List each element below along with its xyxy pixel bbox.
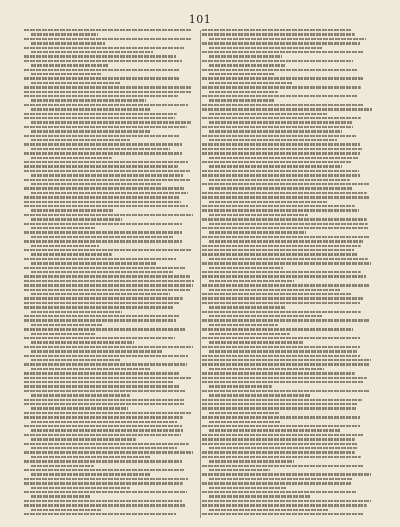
text-line [209, 231, 306, 233]
text-line [31, 51, 153, 53]
text-line [24, 38, 192, 40]
text-line [31, 394, 130, 396]
text-line [202, 443, 358, 445]
text-line [202, 390, 369, 392]
text-line [24, 69, 180, 71]
text-line [209, 447, 357, 449]
text-line [31, 64, 109, 66]
text-line [202, 69, 357, 71]
text-line [24, 249, 191, 251]
text-line [209, 478, 353, 480]
text-line [31, 245, 99, 247]
text-line [24, 482, 183, 484]
text-line [202, 271, 361, 273]
text-line [202, 249, 354, 251]
text-line [24, 302, 179, 304]
text-line [31, 157, 112, 159]
text-line [31, 324, 102, 326]
text-line [202, 60, 353, 62]
text-line [31, 495, 91, 497]
text-line [202, 227, 368, 229]
text-line [209, 157, 358, 159]
text-line [24, 372, 180, 374]
text-line [202, 363, 369, 365]
text-line [209, 469, 270, 471]
text-line [202, 117, 361, 119]
text-line [31, 82, 121, 84]
text-line [202, 407, 356, 409]
text-line [31, 42, 105, 44]
text-line [202, 42, 360, 44]
text-line [31, 465, 94, 467]
text-line [24, 319, 176, 321]
text-line [202, 161, 352, 163]
text-line [31, 262, 157, 264]
text-line [24, 513, 176, 515]
text-line [24, 60, 182, 62]
text-line [24, 491, 187, 493]
text-line [24, 385, 179, 387]
text-line [209, 341, 303, 343]
text-line [202, 196, 369, 198]
text-line [209, 289, 341, 291]
text-line [202, 108, 372, 110]
text-line [24, 95, 178, 97]
text-line [202, 438, 355, 440]
text-line [24, 55, 176, 57]
text-line [24, 363, 187, 365]
text-line [24, 403, 184, 405]
text-line [202, 51, 364, 53]
text-line [24, 289, 190, 291]
text-line [24, 500, 182, 502]
text-line [202, 451, 355, 453]
text-line [31, 121, 191, 123]
text-line [24, 377, 191, 379]
text-line [24, 179, 190, 181]
text-line [202, 205, 355, 207]
text-line [31, 447, 177, 449]
text-line [202, 209, 359, 211]
text-line [209, 421, 281, 423]
text-line [31, 99, 146, 101]
text-line [209, 38, 366, 40]
text-line [31, 333, 95, 335]
text-line [202, 148, 362, 150]
text-line [24, 275, 190, 277]
text-line [24, 29, 192, 31]
text-line [202, 399, 362, 401]
text-line [24, 451, 193, 453]
text-line [24, 460, 182, 462]
text-line [24, 306, 174, 308]
text-line [202, 77, 363, 79]
text-line [209, 315, 323, 317]
text-line [209, 223, 368, 225]
text-line [202, 425, 360, 427]
text-line [24, 346, 193, 348]
text-line [24, 328, 185, 330]
text-line [209, 487, 286, 489]
text-line [31, 73, 101, 75]
text-line [209, 429, 340, 431]
text-line [24, 399, 184, 401]
text-line [24, 196, 180, 198]
text-line [209, 350, 357, 352]
text-line [24, 170, 190, 172]
text-line [24, 91, 191, 93]
text-line [24, 412, 191, 414]
text-line [24, 187, 184, 189]
text-line [202, 104, 363, 106]
text-line [209, 267, 283, 269]
text-line [202, 346, 360, 348]
text-line [24, 297, 183, 299]
text-line [24, 214, 193, 216]
text-line [209, 130, 342, 132]
text-line [202, 372, 355, 374]
text-line [202, 302, 360, 304]
text-line [202, 218, 367, 220]
page-number: 101 [188, 13, 212, 26]
text-line [31, 429, 183, 431]
text-line [209, 179, 350, 181]
text-line [202, 381, 364, 383]
text-line [202, 126, 353, 128]
text-line [209, 165, 342, 167]
text-line [209, 394, 311, 396]
text-line [24, 86, 192, 88]
text-line [31, 174, 183, 176]
text-line [202, 403, 357, 405]
text-line [202, 253, 358, 255]
text-line [202, 456, 361, 458]
text-line [24, 443, 189, 445]
text-line [24, 126, 187, 128]
text-line [24, 113, 177, 115]
text-line [31, 148, 170, 150]
text-line [31, 253, 112, 255]
text-line [209, 509, 328, 511]
text-line [209, 214, 308, 216]
text-line [24, 165, 178, 167]
text-line [31, 350, 162, 352]
text-line [202, 434, 363, 436]
text-line [209, 64, 285, 66]
text-line [31, 108, 151, 110]
text-line [24, 231, 182, 233]
text-line [202, 192, 367, 194]
text-line [31, 139, 130, 141]
text-line [202, 337, 360, 339]
text-line [24, 381, 174, 383]
text-line [202, 29, 352, 31]
text-line [24, 280, 194, 282]
text-line [31, 130, 151, 132]
text-line [31, 509, 101, 511]
text-line [31, 236, 173, 238]
text-line [202, 236, 370, 238]
text-line [202, 465, 363, 467]
text-line [202, 513, 364, 515]
text-line [202, 135, 356, 137]
text-line [202, 377, 367, 379]
text-line [31, 473, 151, 475]
text-line [209, 306, 285, 308]
text-line [209, 333, 290, 335]
text-line [24, 390, 185, 392]
text-line [31, 218, 122, 220]
text-line [31, 359, 120, 361]
text-line [209, 258, 368, 260]
text-line [24, 223, 182, 225]
text-line [31, 341, 134, 343]
text-line [24, 47, 184, 49]
column-divider [200, 30, 201, 518]
text-line [209, 460, 294, 462]
text-line [202, 275, 366, 277]
text-line [209, 368, 324, 370]
text-line [24, 469, 184, 471]
text-line [209, 99, 275, 101]
text-line [24, 434, 181, 436]
text-line [31, 227, 95, 229]
text-line [31, 487, 130, 489]
text-line [202, 262, 371, 264]
text-line [24, 504, 186, 506]
text-line [202, 297, 363, 299]
text-line [202, 183, 369, 185]
text-line [24, 337, 175, 339]
text-line [202, 174, 360, 176]
text-line [202, 245, 361, 247]
text-line [24, 104, 188, 106]
text-line [24, 240, 182, 242]
text-line [31, 209, 113, 211]
text-line [24, 143, 182, 145]
text-line [202, 482, 352, 484]
text-line [31, 33, 98, 35]
text-line [202, 504, 367, 506]
text-line [24, 478, 188, 480]
text-line [24, 135, 179, 137]
text-line [31, 438, 136, 440]
text-line [209, 82, 292, 84]
text-line [209, 91, 278, 93]
text-line [31, 421, 177, 423]
text-line [202, 311, 361, 313]
text-line [202, 152, 360, 154]
text-line [209, 201, 327, 203]
text-line [24, 205, 188, 207]
text-line [31, 192, 188, 194]
text-line [202, 170, 359, 172]
text-line [24, 284, 193, 286]
text-line [209, 73, 275, 75]
text-line [209, 240, 363, 242]
text-line [24, 201, 181, 203]
text-line [202, 355, 360, 357]
text-line [209, 412, 279, 414]
text-line [31, 311, 122, 313]
text-line [202, 284, 370, 286]
text-line [202, 319, 369, 321]
text-line [24, 315, 179, 317]
text-line [24, 77, 180, 79]
text-line [209, 139, 337, 141]
text-line [209, 280, 294, 282]
text-line [31, 183, 161, 185]
text-line [202, 86, 361, 88]
text-line [202, 95, 358, 97]
text-line [31, 271, 173, 273]
text-line [24, 267, 186, 269]
text-line [209, 113, 327, 115]
text-line [209, 324, 278, 326]
text-line [202, 143, 360, 145]
text-line [209, 385, 272, 387]
text-line [209, 495, 311, 497]
text-line [24, 117, 175, 119]
text-line [24, 416, 183, 418]
text-line [31, 407, 128, 409]
text-line [24, 425, 182, 427]
text-line [202, 500, 371, 502]
text-line [202, 328, 353, 330]
text-line [202, 473, 371, 475]
text-line [209, 187, 352, 189]
text-line [209, 55, 282, 57]
text-line [24, 161, 188, 163]
text-line [202, 491, 356, 493]
text-line [31, 456, 150, 458]
text-line [31, 293, 170, 295]
text-line [209, 121, 353, 123]
text-line [202, 33, 355, 35]
text-line [202, 359, 371, 361]
text-line [24, 152, 182, 154]
text-line [24, 355, 188, 357]
text-line [202, 293, 352, 295]
text-line [209, 47, 323, 49]
text-line [31, 368, 150, 370]
text-line [24, 258, 176, 260]
text-line [202, 416, 360, 418]
